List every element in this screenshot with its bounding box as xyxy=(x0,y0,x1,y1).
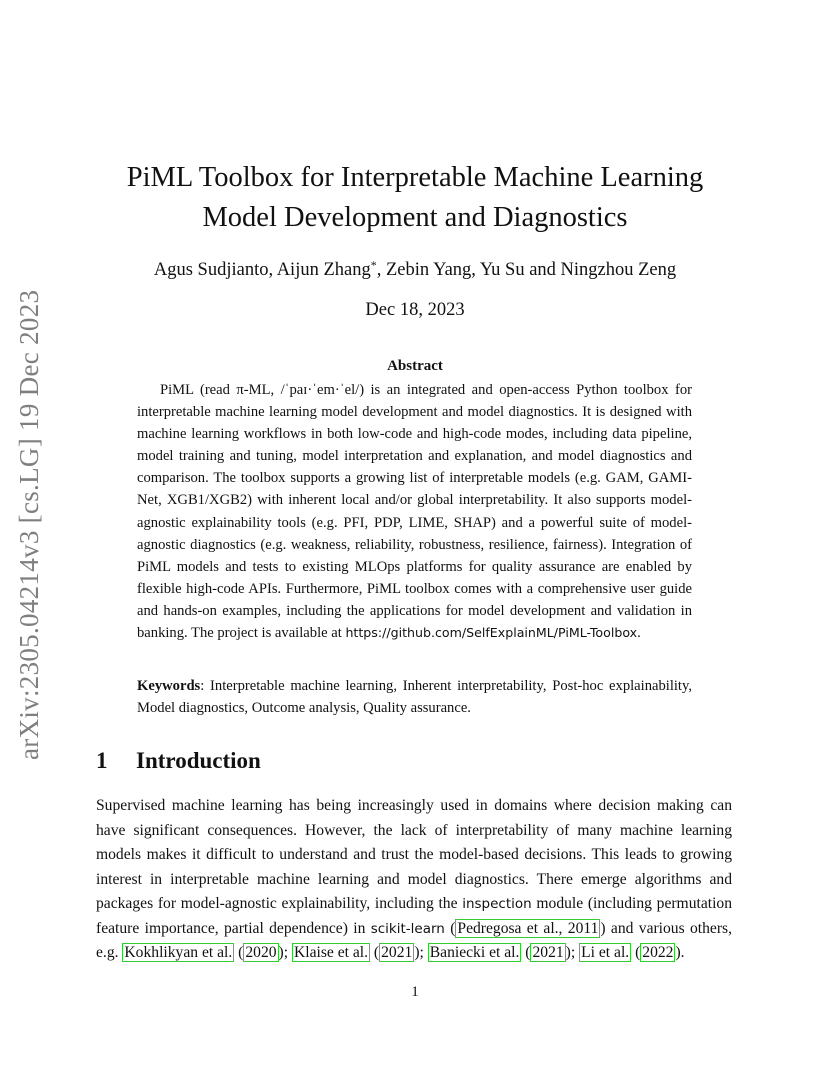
intro-text-2: module (including permutation feature importance, partial dependence) in xyxy=(96,895,732,937)
paper-title xyxy=(98,158,732,238)
citation-baniecki-name[interactable]: Baniecki et al. xyxy=(429,944,520,961)
keywords-text: : Interpretable machine learning, Inherent interpretability, Post-hoc explainability, Model diagnostics, Outcome analysis, Quality assurance. xyxy=(137,678,692,717)
project-url-link[interactable]: https://github.com/SelfExplainML/PiML-Toolbox xyxy=(345,625,638,641)
section-title: Introduction xyxy=(136,748,261,773)
abstract-text: PiML (read π-ML, /ˈpaɪ·ˈem·ˈel/) is an integrated and open-access Python toolbox for interpretable machine learning model development and model diagnostics. It is designed with machine learning workflows in both low-code and high-code modes, including data pipeline, model training and tuning, model interpretation and explanation, and model diagnostics and comparison. The toolbox supports a growing list of interpretable models (e.g. GAM, GAMI-Net, XGB1/XGB2) with inherent local and/or global interpretability. It also supports model-agnostic explainability tools (e.g. PFI, PDP, LIME, SHAP) and a powerful suite of model-agnostic diagnostics (e.g. weakness, reliability, robustness, resilience, fairness). Integration of PiML models and tests to existing MLOps platforms for quality assurance are enabled by flexible high-code APIs. Furthermore, PiML toolbox comes with a comprehensive user guide and hands-on examples, including the applications for model development and validation in banking. The project is available at xyxy=(137,382,692,642)
title-line-1: PiML Toolbox for Interpretable Machine Learning xyxy=(126,162,704,193)
corresponding-author-mark: * xyxy=(370,258,377,272)
arxiv-stamp: arXiv:2305.04214v3 [cs.LG] 19 Dec 2023 xyxy=(14,289,44,760)
authors-rest: , Zebin Yang, Yu Su and Ningzhou Zeng xyxy=(376,260,677,280)
intro-paragraph: Supervised machine learning has being increasingly used in domains where decision making can have significant consequences. However, the lack of interpretability of many machine learning models makes it difficult to understand and trust the model-based decisions. This leads to growing interest in interpretable machine learning and model diagnostics. There emerge algorithms and packages for model-agnostic explainability, including the inspection module (including permutation feature importance, partial dependence) in scikit-learn ( Pedregosa et al., 2011 ) and various others, e.g. Kokhlikyan et al. ( 2020 ); Klaise et al. ( 2021 ); Baniecki et al. ( 2021 ); Li et al. ( 2022 ). xyxy=(96,797,733,961)
abstract-body xyxy=(137,379,692,644)
citation-klaise-year[interactable]: 2021 xyxy=(381,944,413,961)
intro-text-3: and various others, e.g. xyxy=(96,919,733,961)
page-number: 1 xyxy=(411,984,419,1000)
citation-klaise-name[interactable]: Klaise et al. xyxy=(293,944,369,961)
citation-pedregosa[interactable]: Pedregosa et al., 2011 xyxy=(457,919,599,937)
citation-li-name[interactable]: Li et al. xyxy=(581,944,630,961)
intro-text-1: Supervised machine learning has being increasingly used in domains where decision making can have significant consequences. However, the lack of interpretability of many machine learning models makes it difficult to understand and trust the model-based decisions. This leads to growing interest in interpretable machine learning and model diagnostics. There emerge algorithms and packages for model-agnostic explainability, including the xyxy=(96,797,732,912)
author-list xyxy=(98,260,732,281)
inline-code-scikit-learn: scikit-learn xyxy=(370,920,445,937)
citation-kokhlikyan-name[interactable]: Kokhlikyan et al. xyxy=(124,944,233,961)
abstract-end: . xyxy=(637,625,641,642)
authors-first: Agus Sudjianto, Aijun Zhang xyxy=(153,260,371,280)
citation-kokhlikyan-year[interactable]: 2020 xyxy=(245,944,277,961)
keywords-label: Keywords xyxy=(137,678,201,694)
section-heading xyxy=(96,748,261,774)
abstract-heading: Abstract xyxy=(387,358,443,374)
citation-li-year[interactable]: 2022 xyxy=(642,944,674,961)
citation-baniecki-year[interactable]: 2021 xyxy=(532,944,564,961)
keywords xyxy=(137,675,692,719)
title-line-2: Model Development and Diagnostics xyxy=(202,202,628,233)
paper-date: Dec 18, 2023 xyxy=(365,300,465,320)
section-number: 1 xyxy=(96,748,108,773)
inline-code-inspection: inspection xyxy=(462,896,532,912)
